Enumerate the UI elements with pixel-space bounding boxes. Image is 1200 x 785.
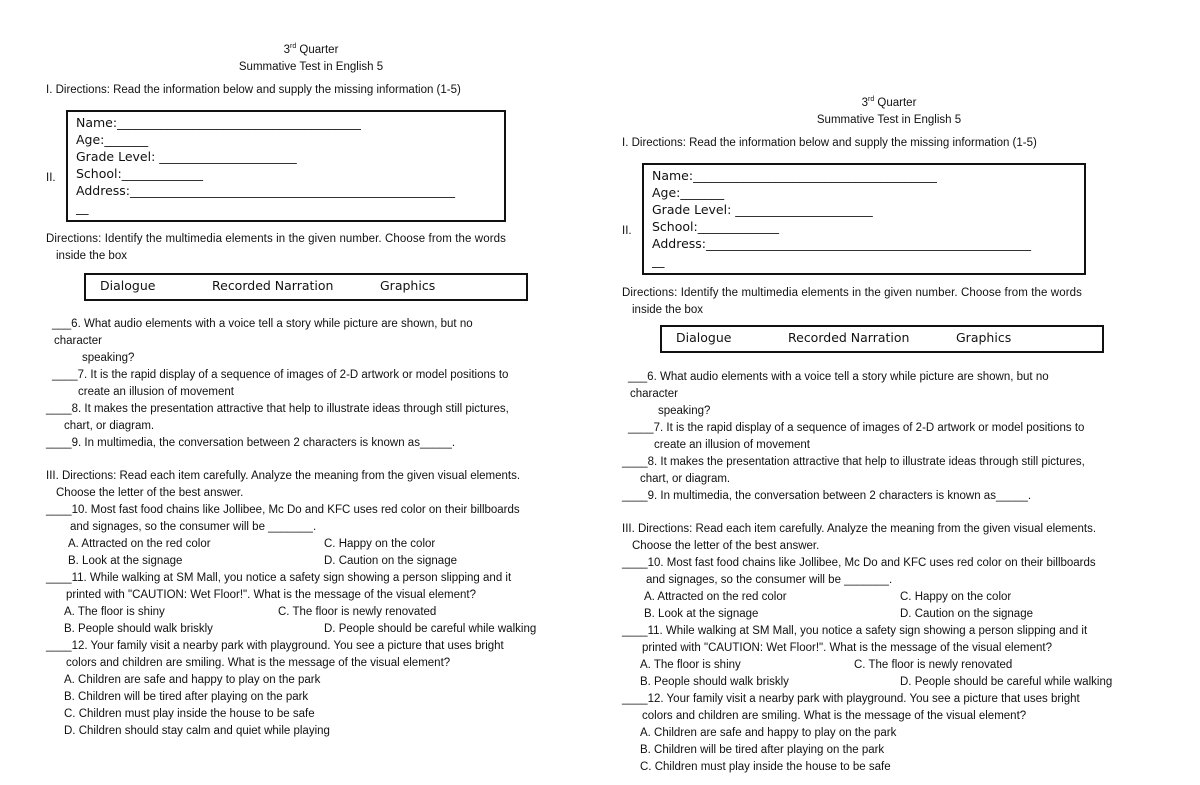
q11-option-b[interactable]: B. People should walk briskly <box>640 676 789 688</box>
address-field-continued[interactable]: __ <box>652 253 665 268</box>
info-box <box>642 163 1086 275</box>
q10-option-d[interactable]: D. Caution on the signage <box>900 608 1033 620</box>
q12-line1: ____12. Your family visit a nearby park with playground. You see a picture that uses bright <box>46 640 504 652</box>
q6-line3: speaking? <box>82 352 135 364</box>
q10-line2: and signages, so the consumer will be _______. <box>70 521 317 533</box>
q11-options-row2 <box>622 674 1162 691</box>
q12-option-a[interactable]: A. Children are safe and happy to play on the park <box>64 674 321 686</box>
q6-line2: character <box>54 335 102 347</box>
part2-directions-line2: inside the box <box>632 304 703 316</box>
right-header <box>622 91 1156 129</box>
choice-graphics: Graphics <box>380 278 436 293</box>
q7-line2: create an illusion of movement <box>654 439 810 451</box>
part2-directions-line2: inside the box <box>56 250 127 262</box>
grade-level-field[interactable]: Grade Level: ______________________ <box>652 202 873 217</box>
q10-option-a[interactable]: A. Attracted on the red color <box>644 591 787 603</box>
choice-graphics: Graphics <box>956 330 1012 345</box>
choice-recorded-narration: Recorded Narration <box>212 278 334 293</box>
choice-dialogue: Dialogue <box>100 278 156 293</box>
q10-options-row2 <box>622 606 1162 623</box>
q11-line2: printed with "CAUTION: Wet Floor!". What is the message of the visual element? <box>66 589 476 601</box>
q10-options-row2 <box>46 553 586 570</box>
q11-line2: printed with "CAUTION: Wet Floor!". What is the message of the visual element? <box>642 642 1052 654</box>
choices-box <box>84 273 528 301</box>
q11-line1: ____11. While walking at SM Mall, you notice a safety sign showing a person slipping and it <box>46 572 512 584</box>
q11-option-d[interactable]: D. People should be careful while walking <box>324 623 537 635</box>
choices-box <box>660 325 1104 353</box>
q11-options-row2 <box>46 621 586 638</box>
q7-line1: ____7. It is the rapid display of a sequence of images of 2-D artwork or model positions to <box>628 422 1085 434</box>
q8-line2: chart, or diagram. <box>64 420 155 432</box>
q11-option-a[interactable]: A. The floor is shiny <box>640 659 741 671</box>
part3-directions-line2: Choose the letter of the best answer. <box>632 540 820 552</box>
q12-line2: colors and children are smiling. What is the message of the visual element? <box>66 657 451 669</box>
q9-line: ____9. In multimedia, the conversation between 2 characters is known as_____. <box>622 490 1032 502</box>
quarter-label: 3rd Quarter <box>861 96 917 109</box>
part2-directions-line1: Directions: Identify the multimedia elements in the given number. Choose from the words <box>622 287 1082 299</box>
roman-two-label: II. <box>622 225 632 237</box>
left-header <box>46 38 576 76</box>
choice-dialogue: Dialogue <box>676 330 732 345</box>
test-title: Summative Test in English 5 <box>238 60 384 73</box>
q8-line2: chart, or diagram. <box>640 473 731 485</box>
q11-option-b[interactable]: B. People should walk briskly <box>64 623 213 635</box>
q8-line1: ____8. It makes the presentation attractive that help to illustrate ideas through still pictures, <box>622 456 1085 468</box>
test-title: Summative Test in English 5 <box>816 113 962 126</box>
q12-line1: ____12. Your family visit a nearby park with playground. You see a picture that uses bright <box>622 693 1080 705</box>
q11-options-row1 <box>46 604 586 621</box>
q10-option-b[interactable]: B. Look at the signage <box>68 555 183 567</box>
name-field[interactable]: Name:_______________________________________ <box>652 168 937 183</box>
q10-options-row1 <box>46 536 586 553</box>
school-field[interactable]: School:_____________ <box>76 166 203 181</box>
q9-line: ____9. In multimedia, the conversation between 2 characters is known as_____. <box>46 437 456 449</box>
q10-option-b[interactable]: B. Look at the signage <box>644 608 759 620</box>
q10-option-a[interactable]: A. Attracted on the red color <box>68 538 211 550</box>
age-field[interactable]: Age:_______ <box>76 132 149 147</box>
q11-options-row1 <box>622 657 1162 674</box>
part1-directions: I. Directions: Read the information below and supply the missing information (1-5) <box>46 84 461 96</box>
school-field[interactable]: School:_____________ <box>652 219 779 234</box>
choice-recorded-narration: Recorded Narration <box>788 330 910 345</box>
q10-line1: ____10. Most fast food chains like Jollibee, Mc Do and KFC uses red color on their billboards <box>46 504 520 516</box>
q7-line2: create an illusion of movement <box>78 386 234 398</box>
q12-line2: colors and children are smiling. What is the message of the visual element? <box>642 710 1027 722</box>
part2-questions <box>46 316 586 452</box>
q6-line1: ___6. What audio elements with a voice tell a story while picture are shown, but no <box>52 318 473 330</box>
q6-line3: speaking? <box>658 405 711 417</box>
q12-option-c[interactable]: C. Children must play inside the house to be safe <box>640 761 891 773</box>
roman-two-label: II. <box>46 172 56 184</box>
q6-line2: character <box>630 388 678 400</box>
q12-option-b[interactable]: B. Children will be tired after playing on the park <box>64 691 309 703</box>
address-field[interactable]: Address:____________________________________________________ <box>76 183 455 198</box>
q10-options-row1 <box>622 589 1162 606</box>
q11-option-d[interactable]: D. People should be careful while walking <box>900 676 1113 688</box>
address-field-continued[interactable]: __ <box>76 200 89 215</box>
grade-level-field[interactable]: Grade Level: ______________________ <box>76 149 297 164</box>
q10-option-d[interactable]: D. Caution on the signage <box>324 555 457 567</box>
q12-option-d[interactable]: D. Children should stay calm and quiet while playing <box>64 725 330 737</box>
info-box <box>66 110 506 222</box>
q12-option-c[interactable]: C. Children must play inside the house to be safe <box>64 708 315 720</box>
name-field[interactable]: Name:_______________________________________ <box>76 115 361 130</box>
part3-directions-line1: III. Directions: Read each item carefully. Analyze the meaning from the given visual elements. <box>622 523 1097 535</box>
q6-line1: ___6. What audio elements with a voice tell a story while picture are shown, but no <box>628 371 1049 383</box>
q7-line1: ____7. It is the rapid display of a sequence of images of 2-D artwork or model positions to <box>52 369 509 381</box>
q11-option-c[interactable]: C. The floor is newly renovated <box>278 606 437 618</box>
part2-directions <box>622 285 1156 319</box>
part3-directions-line1: III. Directions: Read each item carefully. Analyze the meaning from the given visual elements. <box>46 470 521 482</box>
quarter-label: 3rd Quarter <box>283 43 339 56</box>
part3 <box>622 521 1162 776</box>
q11-line1: ____11. While walking at SM Mall, you notice a safety sign showing a person slipping and it <box>622 625 1088 637</box>
part1-directions: I. Directions: Read the information below and supply the missing information (1-5) <box>622 137 1037 149</box>
part3 <box>46 468 586 740</box>
q10-line2: and signages, so the consumer will be _______. <box>646 574 893 586</box>
address-field[interactable]: Address:____________________________________________________ <box>652 236 1031 251</box>
q11-option-a[interactable]: A. The floor is shiny <box>64 606 165 618</box>
part2-directions-line1: Directions: Identify the multimedia elements in the given number. Choose from the words <box>46 233 506 245</box>
age-field[interactable]: Age:_______ <box>652 185 725 200</box>
part3-directions-line2: Choose the letter of the best answer. <box>56 487 244 499</box>
q12-option-a[interactable]: A. Children are safe and happy to play on the park <box>640 727 897 739</box>
part2-questions <box>622 369 1162 505</box>
q10-option-c[interactable]: C. Happy on the color <box>900 591 1012 603</box>
part2-directions <box>46 231 576 265</box>
q11-option-c[interactable]: C. The floor is newly renovated <box>854 659 1013 671</box>
q12-option-b[interactable]: B. Children will be tired after playing on the park <box>640 744 885 756</box>
q10-option-c[interactable]: C. Happy on the color <box>324 538 436 550</box>
q10-line1: ____10. Most fast food chains like Jollibee, Mc Do and KFC uses red color on their billboards <box>622 557 1096 569</box>
q8-line1: ____8. It makes the presentation attractive that help to illustrate ideas through still pictures, <box>46 403 509 415</box>
